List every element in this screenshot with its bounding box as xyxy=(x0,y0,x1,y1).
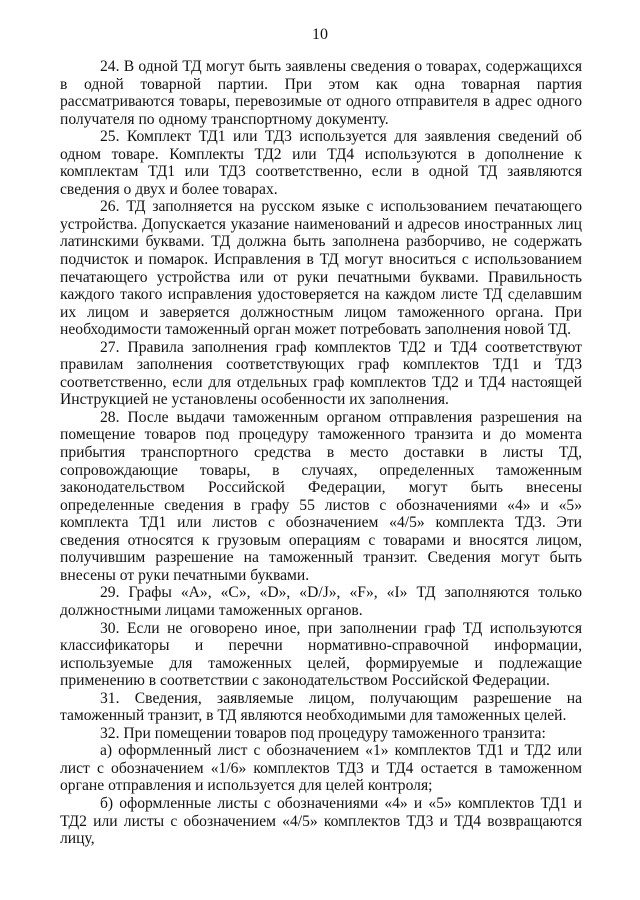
paragraph-28: 28. После выдачи таможенным органом отправления разрешения на помещение товаров под процедуру таможенного транзита и до момента прибытия транспортного средства в место доставки в листы ТД, сопровождающие товары, в случаях, определенных таможенным законодательством Российской Федерации, могут быть внесены определенные сведения в графу 55 листов с обозначениями «4» и «5» комплекта ТД1 или листов с обозначением «4/5» комплекта ТД3. Эти сведения относятся к грузовым операциям с товарами и вносятся лицом, получившим разрешение на таможенный транзит. Сведения могут быть внесены от руки печатными буквами. xyxy=(60,408,582,584)
paragraph-27: 27. Правила заполнения граф комплектов ТД2 и ТД4 соответствуют правилам заполнения соответствующих граф комплектов ТД1 и ТД3 соответственно, если для отдельных граф комплектов ТД2 и ТД4 настоящей Инструкцией не установлены особенности их заполнения. xyxy=(60,338,582,409)
paragraph-29: 29. Графы «А», «С», «D», «D/J», «F», «I» ТД заполняются только должностными лицами таможенных органов. xyxy=(60,584,582,619)
paragraph-31: 31. Сведения, заявляемые лицом, получающим разрешение на таможенный транзит, в ТД являются необходимыми для таможенных целей. xyxy=(60,689,582,725)
paragraph-24: 24. В одной ТД могут быть заявлены сведения о товарах, содержащихся в одной товарной партии. При этом как одна товарная партия рассматриваются товары, перевозимые от одного отправителя в адрес одного получателя по одному транспортному документу. xyxy=(60,58,582,128)
paragraph-30: 30. Если не оговорено иное, при заполнении граф ТД используются классификаторы и перечни нормативно-справочной информации, используемые для таможенных целей, формируемые и подлежащие применению в соответствии с законодательством Российской Федерации. xyxy=(60,619,582,690)
paragraph-32-b: б) оформленные листы с обозначениями «4» и «5» комплектов ТД1 и ТД2 или листы с обозначением «4/5» комплектов ТД3 и ТД4 возвращаются лицу, xyxy=(60,794,582,848)
paragraph-32-a: а) оформленный лист с обозначением «1» комплектов ТД1 и ТД2 или лист с обозначением «1/6» комплектов ТД3 и ТД4 остается в таможенном органе отправления и используется для целей контроля; xyxy=(60,742,582,795)
paragraph-25: 25. Комплект ТД1 или ТД3 используется для заявления сведений об одном товаре. Комплекты ТД2 или ТД4 используются в дополнение к комплектам ТД1 или ТД3 соответственно, если в одной ТД заявляются сведения о двух и более товарах. xyxy=(60,128,582,198)
document-body xyxy=(60,58,582,848)
paragraph-32: 32. При помещении товаров под процедуру таможенного транзита: xyxy=(100,724,546,742)
page-number: 10 xyxy=(312,26,328,43)
paragraph-26: 26. ТД заполняется на русском языке с использованием печатающего устройства. Допускается указание наименований и адресов иностранных лиц латинскими буквами. ТД должна быть заполнена разборчиво, не содержать подчисток и помарок. Исправления в ТД могут вноситься с использованием печатающего устройства или от руки печатными буквами. Правильность каждого такого исправления удостоверяется на каждом листе ТД сделавшим их лицом и заверяется должностным лицом таможенного органа. При необходимости таможенный орган может потребовать заполнения новой ТД. xyxy=(60,198,582,339)
